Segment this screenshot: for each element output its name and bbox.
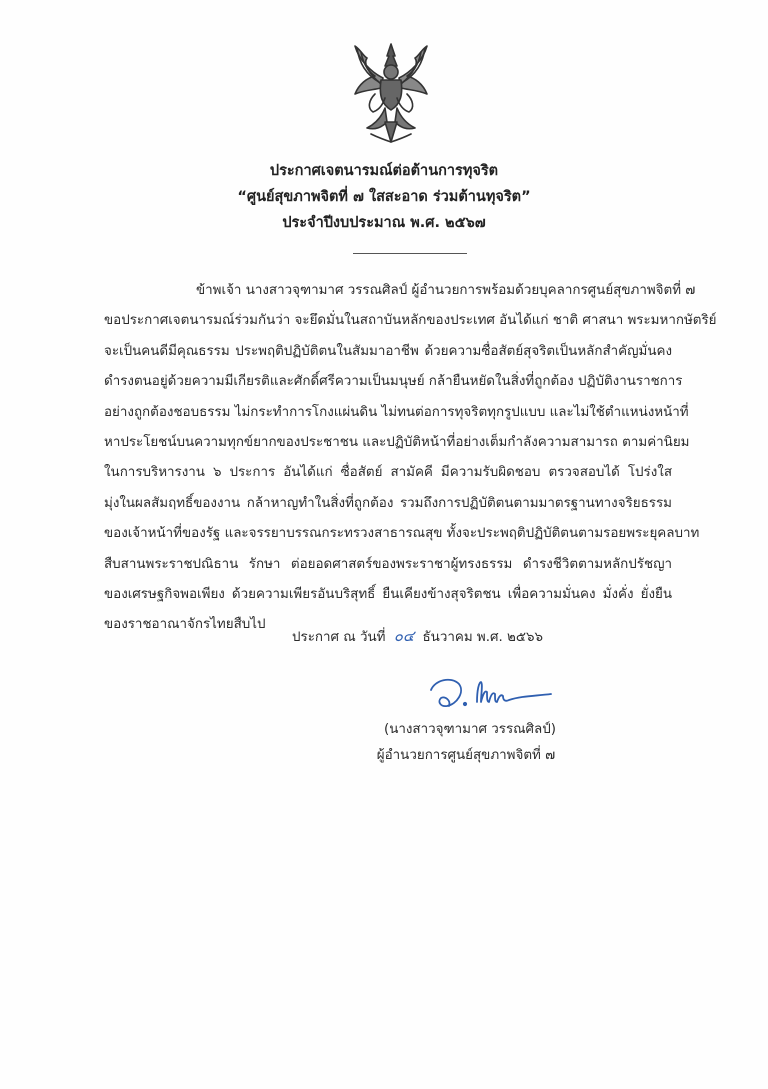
body-line: หาประโยชน์บนความทุกข์ยากของประชาชน และปฏิบัติหน้าที่อย่างเต็มกำลังความสามารถ ตามค่านิยม	[104, 435, 690, 451]
title-line-2: “ศูนย์สุขภาพจิตที่ ๗ ใสสะอาด ร่วมต้านทุจริต”	[237, 189, 531, 205]
date-day-handwritten: ๐๔	[393, 627, 415, 645]
date-prefix: ประกาศ ณ วันที่	[292, 630, 386, 645]
body-line: ของราชอาณาจักรไทยสืบไป	[104, 617, 266, 633]
signature-icon	[425, 672, 555, 720]
body-line: ของเจ้าหน้าที่ของรัฐ และจรรยาบรรณกระทรวงสาธารณสุข ทั้งจะประพฤติปฏิบัติตนตามรอยพระยุคลบาท	[104, 526, 700, 542]
body-line: มุ่งในผลสัมฤทธิ์ของงาน กล้าหาญทำในสิ่งที่ถูกต้อง รวมถึงการปฏิบัติตนตามมาตรฐานทางจริยธรรม	[104, 495, 672, 511]
body-line: ในการบริหารงาน ๖ ประการ อันได้แก่ ซื่อสัตย์ สามัคคี มีความรับผิดชอบ ตรวจสอบได้ โปร่งใส	[104, 465, 672, 481]
date-suffix: ธันวาคม พ.ศ. ๒๕๖๖	[422, 630, 543, 645]
body-line: จะเป็นคนดีมีคุณธรรม ประพฤติปฏิบัติตนในสัมมาอาชีพ ด้วยความซื่อสัตย์สุจริตเป็นหลักสำคัญมั่นคง	[104, 343, 672, 359]
title-line-3: ประจำปีงบประมาณ พ.ศ. ๒๕๖๗	[282, 215, 486, 231]
body-line: ดำรงตนอยู่ด้วยความมีเกียรติและศักดิ์ศรีความเป็นมนุษย์ กล้ายืนหยัดในสิ่งที่ถูกต้อง ปฏิบัติงานราชการ	[104, 374, 683, 390]
title-divider	[353, 253, 467, 254]
announcement-title	[0, 158, 768, 236]
announcement-body	[104, 276, 717, 641]
announcement-date	[292, 624, 543, 650]
body-line: ของเศรษฐกิจพอเพียง ด้วยความเพียรอันบริสุทธิ์ ยืนเคียงข้างสุจริตชน เพื่อความมั่นคง มั่งคั่ง ยั่งยืน	[104, 587, 672, 603]
body-line: อย่างถูกต้องชอบธรรม ไม่กระทำการโกงแผ่นดิน ไม่ทนต่อการทุจริตทุกรูปแบบ และไม่ใช้ตำแหน่งหน้าที่	[104, 404, 689, 420]
signatory-position: ผู้อำนวยการศูนย์สุขภาพจิตที่ ๗	[376, 748, 556, 763]
garuda-emblem-icon	[345, 38, 437, 148]
body-line: ข้าพเจ้า นางสาวจุฑามาศ วรรณศิลป์ ผู้อำนวยการพร้อมด้วยบุคลากรศูนย์สุขภาพจิตที่ ๗	[196, 283, 696, 298]
signatory-name: (นางสาวจุฑามาศ วรรณศิลป์)	[384, 722, 556, 737]
title-line-1: ประกาศเจตนารมณ์ต่อต้านการทุจริต	[269, 163, 499, 179]
body-line: สืบสานพระราชปณิธาน รักษา ต่อยอดศาสตร์ของพระราชาผู้ทรงธรรม ดำรงชีวิตตามหลักปรัชญา	[104, 556, 672, 572]
body-line: ขอประกาศเจตนารมณ์ร่วมกันว่า จะยึดมั่นในสถาบันหลักของประเทศ อันได้แก่ ชาติ ศาสนา พระมหากษัตริย์	[104, 313, 717, 329]
